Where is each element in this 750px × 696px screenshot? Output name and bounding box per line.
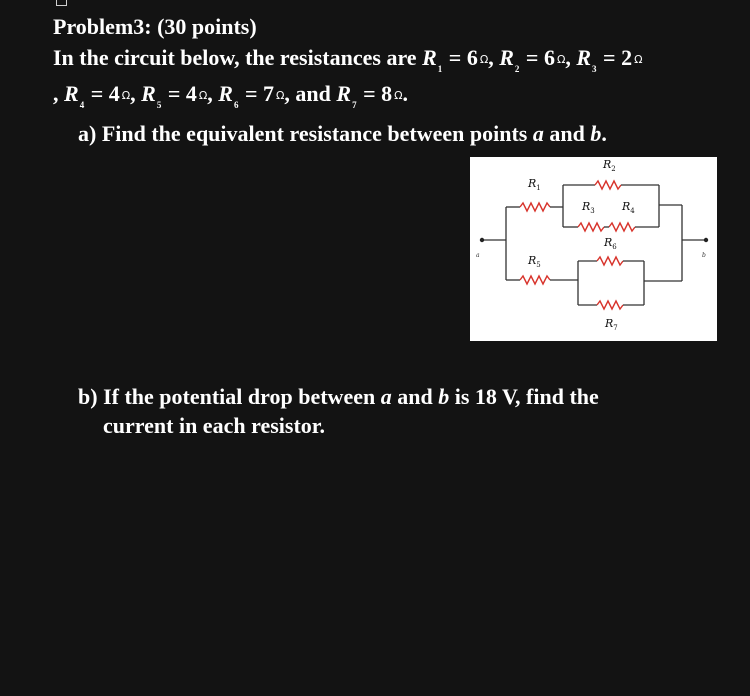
checkbox-icon[interactable] <box>56 0 67 6</box>
label-r3: $R_3$ <box>582 200 595 215</box>
resistor-r2 <box>595 181 621 189</box>
point-a-label: a <box>476 252 480 259</box>
ohm-icon: Ω <box>634 53 643 66</box>
resistor-r5 <box>520 276 550 284</box>
label-r4: $R_4$ <box>622 200 635 215</box>
terminal-a <box>480 238 484 242</box>
part-a-question: a) Find the equivalent resistance between points a and b. <box>78 121 607 146</box>
circuit-diagram <box>470 157 717 341</box>
terminal-b <box>704 238 708 242</box>
ohm-icon: Ω <box>276 89 285 102</box>
resistor-r7 <box>597 301 623 309</box>
ohm-icon: Ω <box>198 89 208 102</box>
intro-prefix: In the circuit below, the resistances are <box>53 45 417 70</box>
resistor-r1 <box>520 203 550 211</box>
problem-title: Problem3: (30 points) <box>53 14 257 39</box>
label-r6: $R_6$ <box>604 236 617 251</box>
part-b-question: b) If the potential drop between a and b is 18 V, find the current in each resistor. <box>78 384 599 438</box>
resistor-r3 <box>578 223 604 231</box>
resistor-r4 <box>609 223 635 231</box>
label-r1: $R_1$ <box>528 177 541 192</box>
label-r5: $R_5$ <box>528 254 541 269</box>
intro-line-2: , $R_4 = 4$ Ω, $R_5 = 4$ Ω, $R_6 = 7$ Ω, and $R_7 = 8$ Ω. <box>53 81 409 110</box>
label-r7: $R_7$ <box>605 317 618 332</box>
ohm-icon: Ω <box>479 53 489 66</box>
ohm-icon: Ω <box>556 53 566 66</box>
intro-line-1: In the circuit below, the resistances are $R_1 = 6$ Ω, $R_2 = 6$ Ω, $R_3 = 2$ Ω <box>53 45 643 74</box>
ohm-icon: Ω <box>121 89 131 102</box>
point-b-label: b <box>702 252 706 259</box>
ohm-icon: Ω <box>394 89 403 102</box>
circuit-svg <box>470 157 717 341</box>
label-r2: $R_2$ <box>603 158 616 173</box>
resistor-r6 <box>597 257 623 265</box>
